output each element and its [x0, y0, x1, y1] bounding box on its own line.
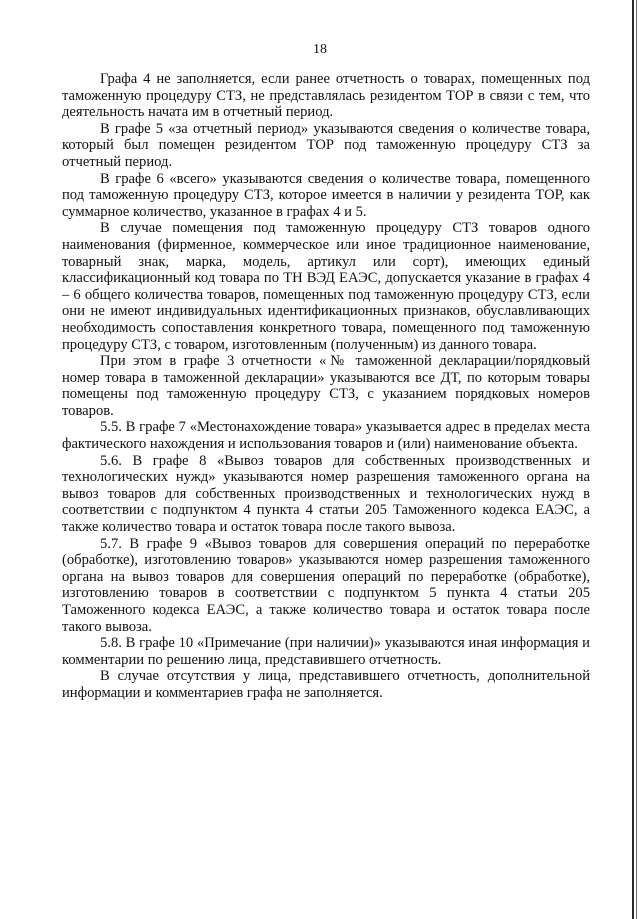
paragraph-graph-3: При этом в графе 3 отчетности «№ таможенной декларации/порядковый номер товара в таможенной декларации» указываются все ДТ, по которым товары помещены под таможенную процедуру СТЗ, с указанием порядковых номеров товаров. — [62, 353, 590, 419]
paragraph-5-7: 5.7. В графе 9 «Вывоз товаров для совершения операций по переработке (обработке), изготовлению товаров» указываются номер разрешения таможенного органа на вывоз товаров для совершения операций по переработке (обработке), изготовлению товаров в соответствии с подпунктом 5 пункта 4 статьи 205 Таможенного кодекса ЕАЭС, а также количество товара и остаток товара после такого вывоза. — [62, 535, 590, 635]
paragraph-no-info: В случае отсутствия у лица, представившего отчетность, дополнительной информации и комментариев графа не заполняется. — [62, 668, 590, 701]
scan-edge-line — [632, 0, 634, 919]
paragraph-5-5: 5.5. В графе 7 «Местонахождение товара» указывается адрес в пределах места фактического нахождения и использования товаров и (или) наименование объекта. — [62, 419, 590, 453]
document-body — [62, 71, 590, 702]
paragraph-graph-6: В графе 6 «всего» указываются сведения о количестве товара, помещенного под таможенную процедуру СТЗ, которое имеется в наличии у резидента ТОР, как суммарное количество, указанное в графах 4 и 5. — [62, 170, 590, 220]
paragraph-same-name-goods: В случае помещения под таможенную процедуру СТЗ товаров одного наименования (фирменное, коммерческое или иное традиционное наименование, товарный знак, марка, модель, артикул или сорт), имеющих единый классификационный код товара по ТН ВЭД ЕАЭС, допускается указание в графах 4 – 6 общего количества товаров, помещенных под таможенную процедуру СТЗ, если они не имеют индивидуальных идентификационных признаков, обуславливающих необходимость сопоставления конкретного товара, помещенного под таможенную процедуру СТЗ, с товаром, изготовленным (полученным) из данного товара. — [62, 220, 590, 353]
paragraph-5-8: 5.8. В графе 10 «Примечание (при наличии)» указываются иная информация и комментарии по решению лица, представившего отчетность. — [62, 635, 590, 668]
scan-edge-line-secondary — [636, 0, 637, 919]
paragraph-graph-5: В графе 5 «за отчетный период» указываются сведения о количестве товара, который был помещен резидентом ТОР под таможенную процедуру СТЗ за отчетный период. — [62, 120, 590, 170]
paragraph-5-6: 5.6. В графе 8 «Вывоз товаров для собственных производственных и технологических нужд» указываются номер разрешения таможенного органа на вывоз товаров для собственных производственных и технологических нужд в соответствии с подпунктом 4 пункта 4 статьи 205 Таможенного кодекса ЕАЭС, а также количество товара и остаток товара после такого вывоза. — [62, 452, 590, 536]
page-number: 18 — [313, 42, 327, 57]
paragraph-graph-4: Графа 4 не заполняется, если ранее отчетность о товарах, помещенных под таможенную процедуру СТЗ, не представлялась резидентом ТОР в связи с тем, что деятельность начата им в отчетный период. — [62, 71, 590, 121]
